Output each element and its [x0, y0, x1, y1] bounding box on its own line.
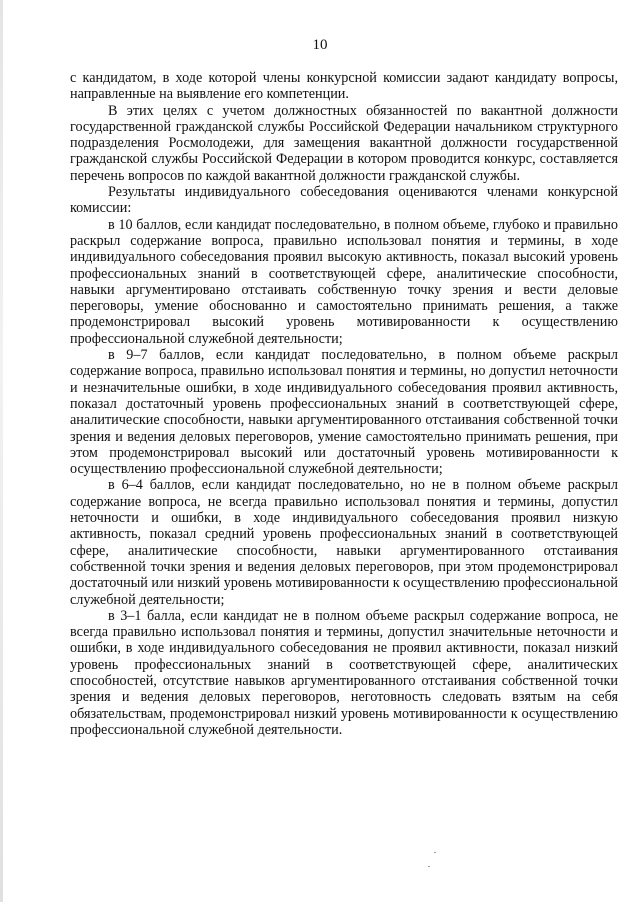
document-body	[70, 70, 618, 738]
page-number: 10	[312, 37, 328, 53]
paragraph-continuation: с кандидатом, в ходе которой члены конкурсной комиссии задают кандидату вопросы, направленные на выявление его компетенции.	[70, 70, 618, 103]
paragraph-score-6-4: в 6–4 баллов, если кандидат последовательно, но не в полном объеме раскрыл содержание вопроса, не всегда правильно использовал понятия и термины, допустил неточности и ошибки, в ходе индивидуального собеседования проявил низкую активность, показал средний уровень профессиональных знаний в соответствующей сфере, аналитические способности, навыки аргументированного отстаивания собственной точки зрения и ведения деловых переговоров, при этом продемонстрировал достаточный или низкий уровень мотивированности к осуществлению профессиональной служебной деятельности;	[70, 477, 618, 608]
scan-edge-shadow	[0, 0, 3, 902]
paragraph-score-3-1: в 3–1 балла, если кандидат не в полном объеме раскрыл содержание вопроса, не всегда правильно использовал понятия и термины, допустил значительные неточности и ошибки, в ходе индивидуального собеседования не проявил активности, показал низкий уровень профессиональных знаний в соответствующей сфере, аналитических способностей, отсутствие навыков аргументированного отстаивания собственной точки зрения и ведения деловых переговоров, неготовность следовать взятым на себя обязательствам, продемонстрировал низкий уровень мотивированности к осуществлению профессиональной служебной деятельности.	[70, 607, 618, 738]
scan-speck	[434, 852, 436, 853]
paragraph-question-list: В этих целях с учетом должностных обязанностей по вакантной должности государственной гражданской службы Российской Федерации начальником структурного подразделения Росмолодежи, для замещения вакантной должности государственной гражданской службы Российской Федерации в котором проводится конкурс, составляется перечень вопросов по каждой вакантной должности гражданской службы.	[70, 102, 618, 184]
paragraph-results-intro: Результаты индивидуального собеседования оцениваются членами конкурсной комиссии:	[70, 184, 618, 217]
scan-speck	[428, 866, 430, 867]
paragraph-score-9-7: в 9–7 баллов, если кандидат последовательно, в полном объеме раскрыл содержание вопроса, правильно использовал понятия и термины, но допустил неточности и незначительные ошибки, в ходе индивидуального собеседования проявил активность, показал достаточный уровень профессиональных знаний в соответствующей сфере, аналитические способности, навыки аргументированного отстаивания собственной точки зрения и ведения деловых переговоров, умение самостоятельно принимать решения, при этом продемонстрировал высокий или достаточный уровень мотивированности к осуществлению профессиональной служебной деятельности;	[70, 347, 618, 478]
paragraph-score-10: в 10 баллов, если кандидат последовательно, в полном объеме, глубоко и правильно раскрыл содержание вопроса, правильно использовал понятия и термины, в ходе индивидуального собеседования проявил высокую активность, показал высокий уровень профессиональных знаний в соответствующей сфере, аналитические способности, навыки аргументировано отстаивать собственную точку зрения и вести деловые переговоры, умение обоснованно и самостоятельно принимать решения, а также продемонстрировал высокий уровень мотивированности к осуществлению профессиональной служебной деятельности;	[70, 216, 618, 347]
